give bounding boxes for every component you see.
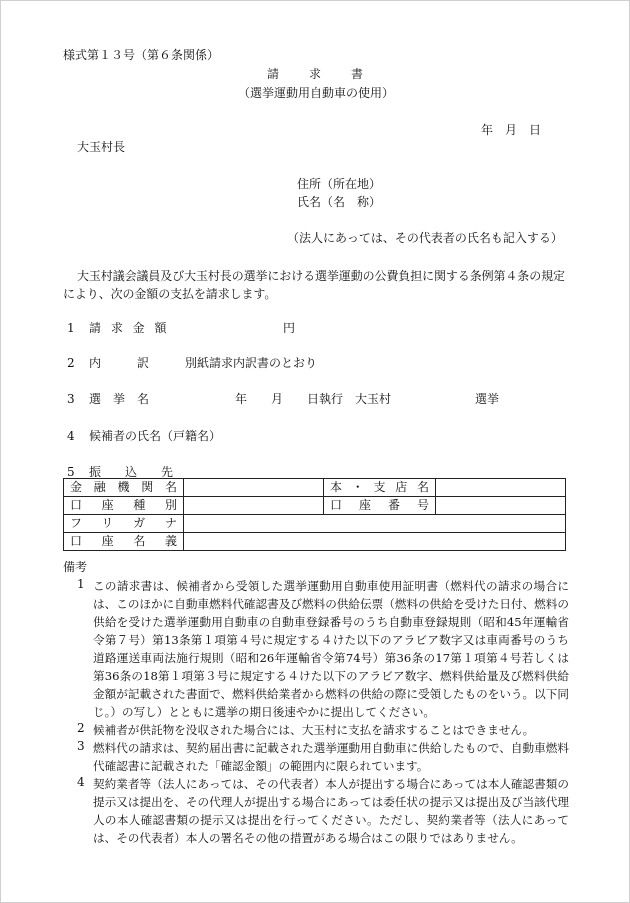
breakdown-label: 内 訳 [89, 356, 150, 370]
remark-number: 1 [77, 577, 85, 591]
date-line: 年 月 日 [481, 123, 542, 137]
addressee: 大玉村長 [77, 140, 126, 154]
item-number: 1 [67, 321, 75, 335]
item-number: 5 [67, 465, 75, 479]
election-name-label: 選 挙 名 [89, 392, 150, 406]
furigana-label: フリガナ [64, 515, 184, 533]
table-row [64, 479, 566, 497]
account-type-field[interactable] [184, 497, 324, 515]
amount-label: 請 求 金 額 [89, 321, 170, 335]
election-name-value: 年 月 日執行 大玉村 選挙 [235, 392, 500, 406]
table-row [64, 533, 566, 551]
remark-text: 燃料代の請求は、契約届出書に記載された選挙運動用自動車に供給したもので、自動車燃料代確認書に記載された「確認金額」の範囲内に限られています。 [93, 741, 569, 773]
account-number-field[interactable] [436, 497, 566, 515]
form-number: 様式第１３号（第６条関係） [63, 48, 220, 62]
item-number: 2 [67, 356, 75, 370]
transfer-destination-label: 振 込 先 [89, 465, 180, 479]
corporation-note: （法人にあっては、その代表者の氏名も記入する） [287, 231, 563, 245]
furigana-field[interactable] [184, 515, 566, 533]
branch-label: 本・支店名 [324, 479, 436, 497]
remark-number: 2 [77, 721, 85, 735]
address-label: 住所（所在地） [297, 177, 382, 191]
request-statement: 大玉村議会議員及び大玉村長の選挙における選挙運動の公費負担に関する条例第４条の規定により、次の金額の支払を請求します。 [63, 269, 565, 301]
remark-text: 候補者が供託物を没収された場合には、大玉村に支払を請求することはできません。 [93, 723, 535, 737]
account-name-label: 口座名義 [64, 533, 184, 551]
bank-account-table [63, 478, 566, 551]
financial-institution-label: 金融機関名 [64, 479, 184, 497]
account-type-label: 口座種別 [64, 497, 184, 515]
item-number: 3 [67, 392, 75, 406]
remark-number: 4 [77, 775, 85, 789]
breakdown-value: 別紙請求内訳書のとおり [185, 356, 318, 370]
table-row [64, 515, 566, 533]
account-name-field[interactable] [184, 533, 566, 551]
document-subtitle: （選挙運動用自動車の使用） [237, 86, 394, 100]
table-row [64, 497, 566, 515]
remark-text: この請求書は、候補者から受領した選挙運動用自動車使用証明書（燃料代の請求の場合には、このほかに自動車燃料代確認書及び燃料の供給伝票（燃料の供給を受けた日付、燃料の供給を受けた選挙運動用自動車の自動車登録番号のうち自動車登録規則（昭和45年運輸省令第７号）第13条第１項第４号に規定する４けた以下のアラビア数字又は車両番号のうち道路運送車両法施行規則（昭和26年運輸省令第74号）第36条の17第１項第４号若しくは第36条の18第１項第３号に規定する４けた以下のアラビア数字、燃料供給量及び燃料供給金額が記載された書面で、燃料供給業者から燃料の供給の際に受領したものをいう。以下同じ。）の写し）とともに選挙の期日後速やかに提出してください。 [93, 579, 569, 719]
document-title: 請 求 書 [266, 67, 365, 81]
remarks-heading: 備考 [63, 560, 88, 574]
branch-field[interactable] [436, 479, 566, 497]
financial-institution-field[interactable] [184, 479, 324, 497]
account-number-label: 口座番号 [324, 497, 436, 515]
remark-number: 3 [77, 739, 85, 753]
amount-unit: 円 [283, 321, 296, 335]
name-label: 氏名（名 称） [297, 195, 382, 209]
candidate-name-label: 候補者の氏名（戸籍名） [89, 429, 222, 443]
item-number: 4 [67, 429, 75, 443]
remark-text: 契約業者等（法人にあっては、その代表者）本人が提出する場合にあっては本人確認書類の提示又は提出を、その代理人が提出する場合にあっては委任状の提示又は提出及び当該代理人の本人確認書類の提示又は提出を行ってください。ただし、契約業者等（法人にあっては、その代表者）本人の署名その他の措置がある場合はこの限りではありません。 [93, 777, 569, 845]
